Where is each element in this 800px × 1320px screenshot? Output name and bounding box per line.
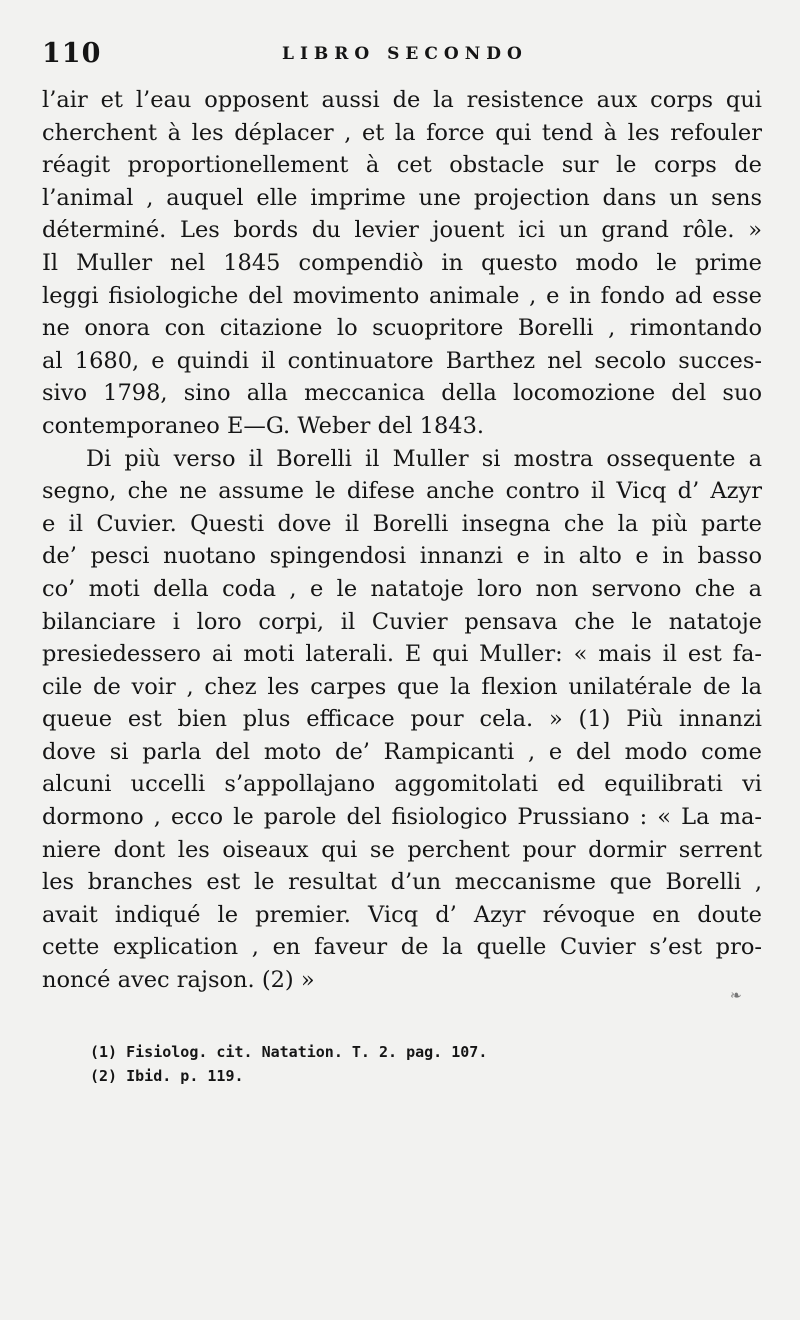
text-line: cherchent à les déplacer , et la force qui tend à les refouler [42, 119, 762, 146]
text-line: cette explication , en faveur de la quelle Cuvier s’est pro- [42, 934, 762, 961]
text-line: les branches est le resultat d’un meccanisme que Borelli , [42, 869, 762, 896]
text-line: niere dont les oiseaux qui se perchent pour dormir serrent [42, 836, 762, 863]
text-line: co’ moti della coda , e le natatoje loro non servono che a [42, 575, 762, 602]
running-head: LIBRO SECONDO [282, 44, 528, 64]
ornament-mark: ❧ [730, 988, 742, 1004]
text-line: l’air et l’eau opposent aussi de la resistence aux corps qui [42, 87, 762, 113]
text-line: contemporaneo E—G. Weber del 1843. [42, 412, 485, 439]
text-line: dove si parla del moto de’ Rampicanti , e del modo come [42, 738, 762, 765]
text-line: segno, che ne assume le difese anche contro il Vicq d’ Azyr [42, 478, 762, 505]
text-line: noncé avec rajson. (2) » [42, 967, 315, 994]
text-line: avait indiqué le premier. Vicq d’ Azyr révoque en doute [42, 901, 762, 928]
text-line: al 1680, e quindi il continuatore Barthez nel secolo succes- [42, 347, 762, 374]
footnotes [90, 1040, 487, 1088]
page-number: 110 [42, 38, 102, 69]
text-line: e il Cuvier. Questi dove il Borelli insegna che la più parte [42, 510, 762, 537]
text-line: cile de voir , chez les carpes que la flexion unilatérale de la [42, 673, 762, 700]
text-line: leggi fisiologiche del movimento animale , e in fondo ad esse [42, 282, 762, 309]
text-line: sivo 1798, sino alla meccanica della locomozione del suo [42, 380, 762, 407]
body-text [42, 84, 762, 997]
text-line: de’ pesci nuotano spingendosi innanzi e in alto e in basso [42, 543, 762, 570]
text-line: l’animal , auquel elle imprime une projection dans un sens [42, 184, 762, 211]
text-line: alcuni uccelli s’appollajano aggomitolati ed equilibrati vi [42, 771, 762, 798]
text-line: bilanciare i loro corpi, il Cuvier pensava che le natatoje [42, 608, 762, 635]
text-line: réagit proportionellement à cet obstacle sur le corps de [42, 152, 762, 179]
text-line: déterminé. Les bords du levier jouent ici un grand rôle. » [42, 217, 762, 244]
text-line: ne onora con citazione lo scuopritore Borelli , rimontando [42, 315, 762, 342]
text-line: Il Muller nel 1845 compendiò in questo modo le prime [42, 249, 762, 276]
footnote: (2) Ibid. p. 119. [90, 1067, 244, 1085]
footnote: (1) Fisiolog. cit. Natation. T. 2. pag. 107. [90, 1043, 488, 1061]
text-line: queue est bien plus efficace pour cela. » (1) Più innanzi [42, 706, 762, 733]
text-line: dormono , ecco le parole del fisiologico Prussiano : « La ma- [42, 804, 762, 831]
text-line: Di più verso il Borelli il Muller si mostra ossequente a [86, 445, 762, 472]
text-line: presiedessero ai moti laterali. E qui Muller: « mais il est fa- [42, 641, 762, 668]
